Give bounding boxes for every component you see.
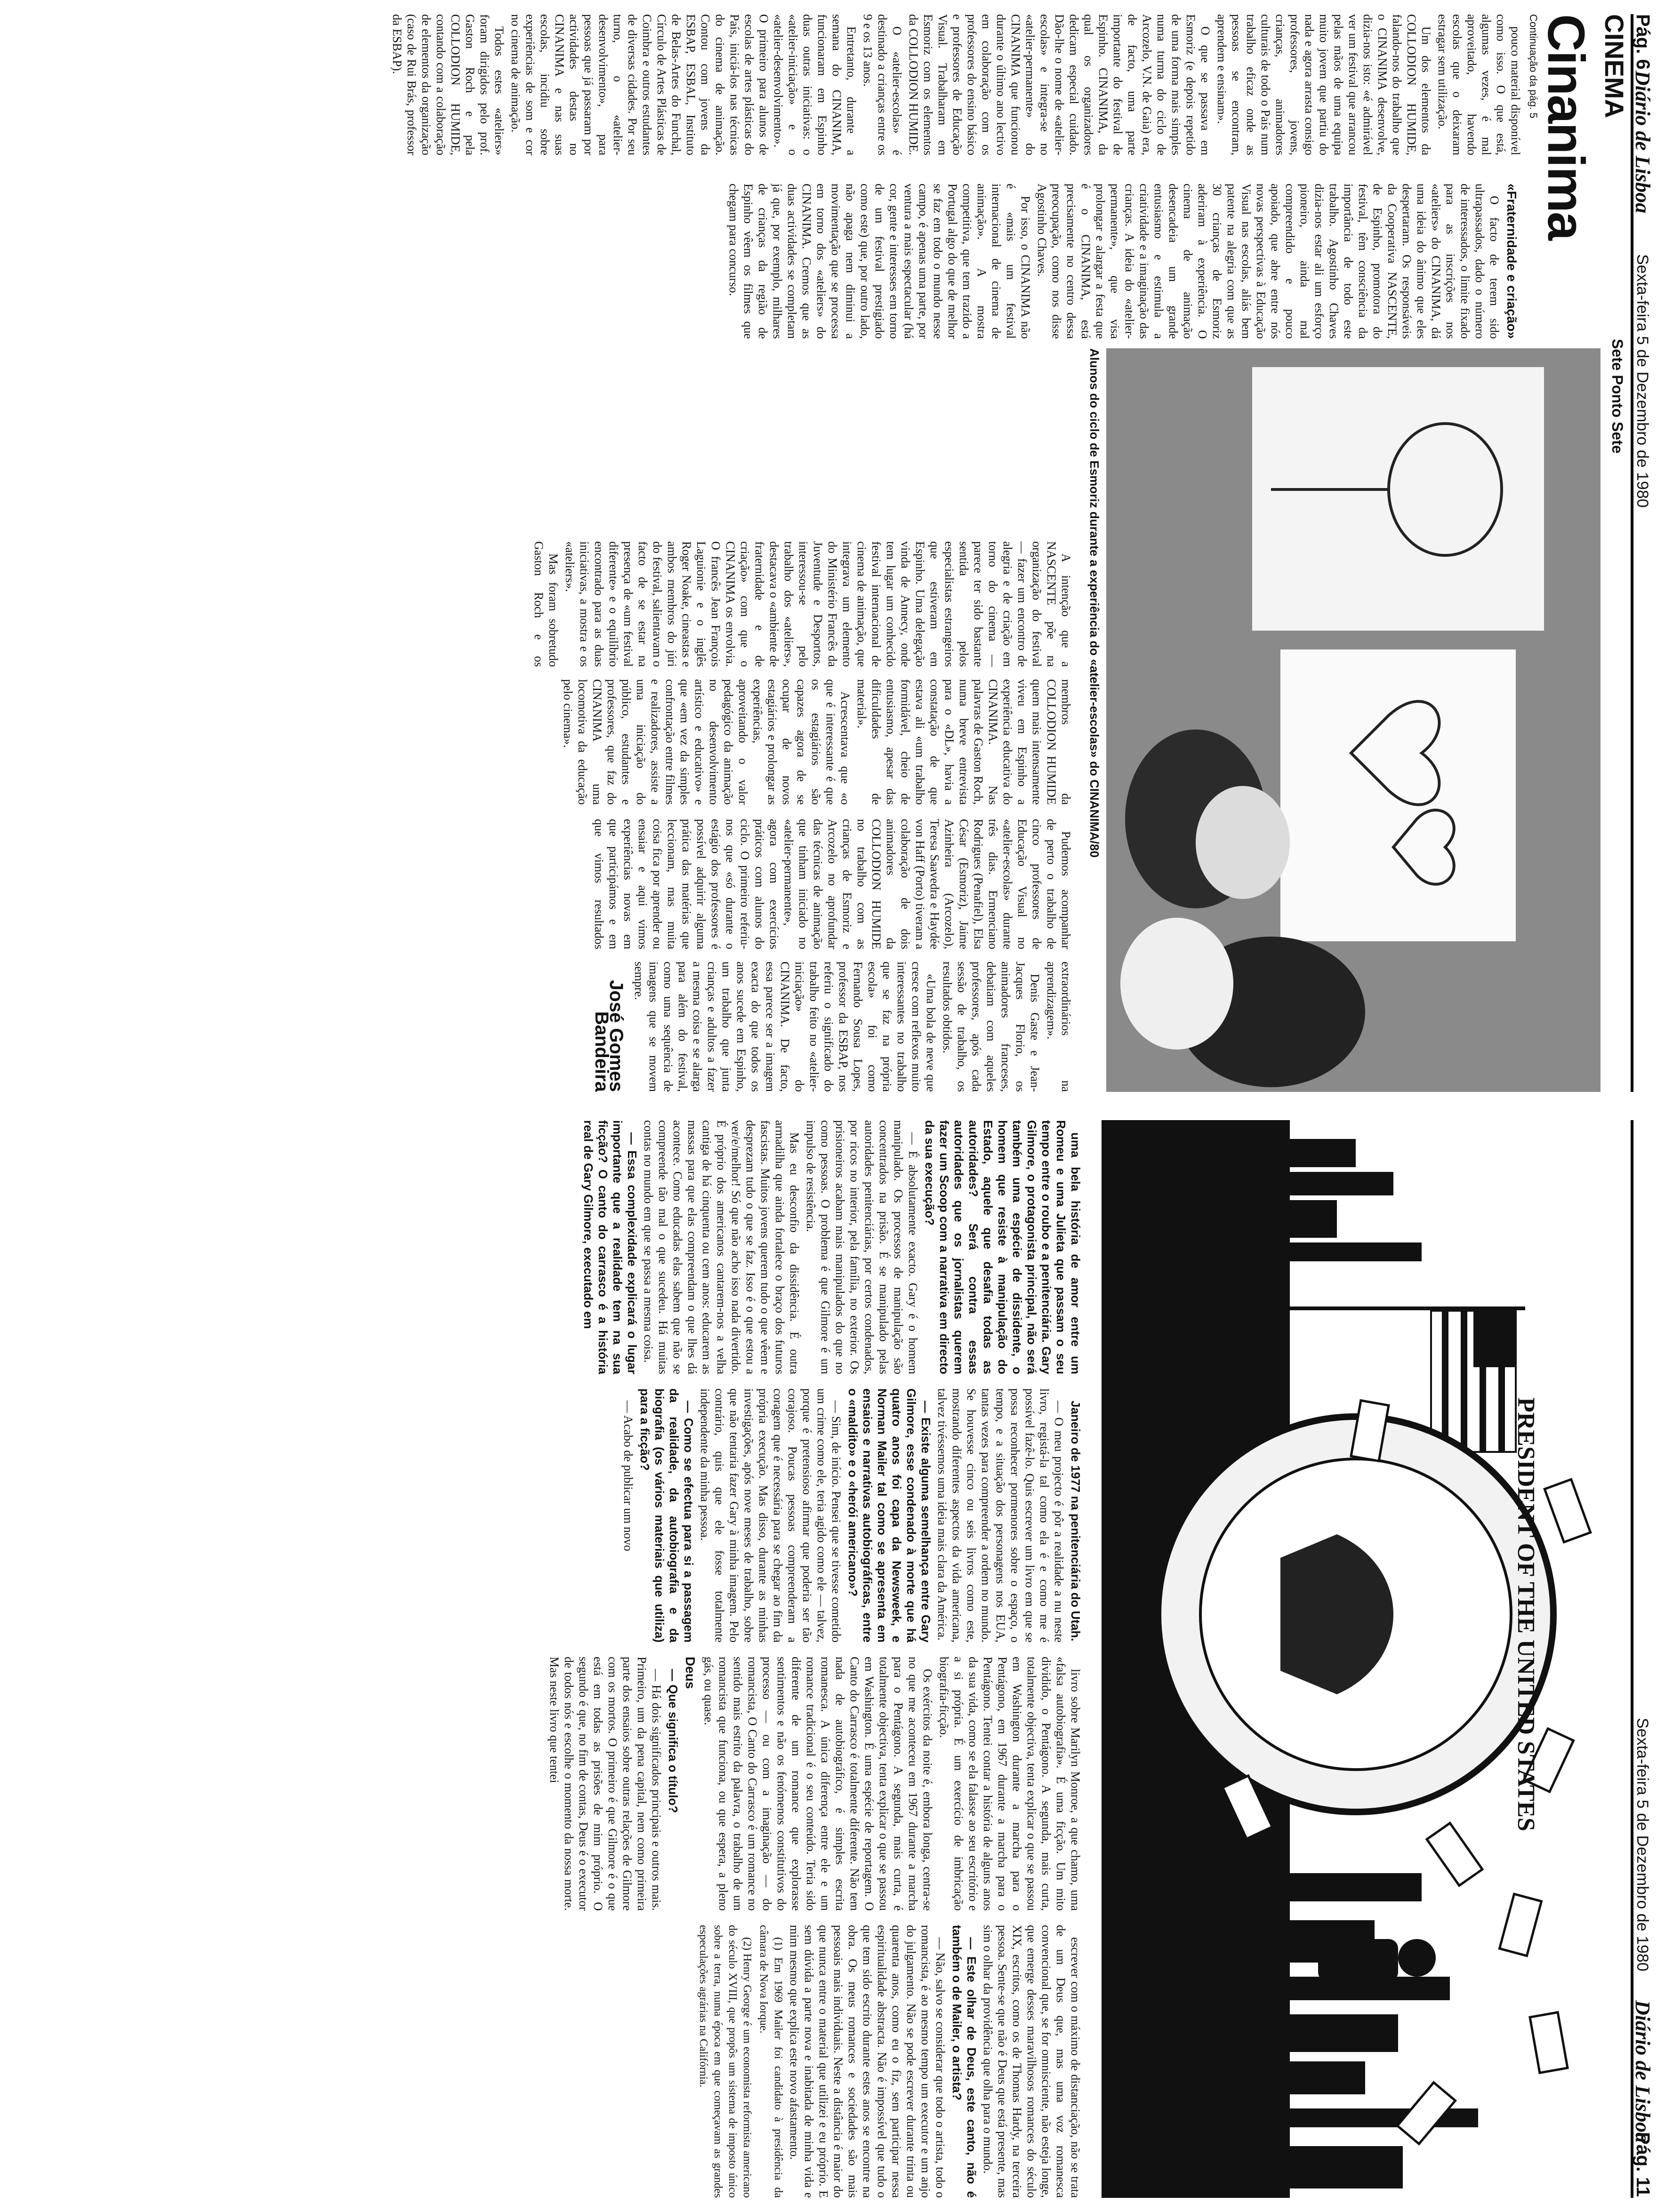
seal-text: PRESIDENT OF THE UNITED STATES [1512, 1397, 1539, 1831]
photo-children-animation [1106, 348, 1601, 1092]
illustration-president-seal [1102, 1120, 1619, 2198]
photo-image [1106, 348, 1601, 1092]
footnotes: (1) Em 1969 Mailer foi candidato à presidência da câmara de Nova Iorque. (2) Henry George é um economista reformista americano do século XVIII, que propôs um sistema de imposto único sobre a terra, numa época em que começavam as grandes especulações agrárias na Califórnia. [697, 1925, 784, 2198]
interview-column-2: Janeiro de 1977 na penitenciária do Utah. — O meu projecto é pôr a realidade a nu neste livro, registá-la tal como ela é e como me é possível fazê-lo. Quis escrever um livro em que se possa reconhecer pormenores sobre o espaço, o tempo, e a situação dos personagens nos EUA, tantas vezes para compreender a ordem no mundo. Se houvesse cinco ou seis livros como este, mostrando diferentes aspectos da vida americana, talvez tivéssemos uma ideia mais clara da América. — Existe alguma semelhança entre Gary Gilmore, esse condenado à morte que há quatro anos foi capa da Newsweek, e Norman Mailer tal como se apresenta em ensaios e narrativas autobiográficas, entre o «maldito» e o «herói americano»? — Sim, de início. Pensei que se tivesse cometido um crime como ele, teria agido como ele — talvez, porque é pretensioso afirmar que poderia ser tão corajoso. Poucas pessoas compreenderam a coragem que é necessária para se chegar ao fim da própria execução. Mas disso, durante as minhas investigações, após nove meses de trabalho, sobre que não tentaria fazer Gary à minha imagem. Pelo contrário, quis que ele fosse totalmente independente da minha pessoa. — Como se efectua para si a passagem da realidade, da autobiografia e da biografia (os vários materiais que utiliza) para a ficção? — Acabo de publicar um novo [621, 1388, 1083, 1643]
subheading: Deus [683, 1657, 698, 1689]
article-column-2: «Fraternidade e criação» O facto de terem sido ultrapassados, dado o número de interessados, o limite fixado para as inscrições nos «ateliers» do CINANIMA, dá uma ideia do ânimo que eles despertaram. Os responsáveis da Cooperativa NASCENTE, de Espinho, promotora do festival, têm consciência da importância de todo este trabalho. Agostinho Chaves dizia-nos estar ali um esforço pioneiro, ainda mal compreendido e pouco apoiado, que abre entre nós novas perspectivas à Educação Visual nas escolas, aliás bem patente na alegria com que as 30 crianças de Esmoriz aderiram à experiência. O cinema de animação desencadeia um grande entusiasmo e estimula a criatividade e a imaginação das crianças. A ideia do «atelier-permanente», que visa prolongar e alargar a festa que é o CINANIMA, está precisamente no centro dessa preocupação, como nos disse Agostinho Chaves. Por isso, o CINANIMA não é «mais um festival internacional de cinema de animação». A mostra competitiva, que tem trazido a Portugal algo do que de melhor se faz em todo o mundo nesse campo, é apenas uma parte, por ventura a mais espectacular (há cor, gente e interesses em torno de um festival prestigiado como este) que, por outro lado, não apaga nem diminui a movimentação que se processa em torno dos «ateliers» do CINANIMA. Cremos que as duas actividades se completam já que, por exemplo, milhares de crianças da região de Espinho vêem os filmes que chegam para concurso. [727, 184, 1519, 339]
interview-column-1: uma bela história de amor entre um Romeu e uma Julieta que passam o seu tempo entre o roubo e a penitenciária. Gary Gilmore, o protagonista principal, não será também uma espécie de dissidente, o homem que resiste à manipulação do Estado, aquele que desafia todas as autoridades? Será contra essas autoridades que os jornalistas querem fazer um Scoop com a narrativa em directo da sua execução? — É absolutamente exacto. Gary é o homem manipulado. Os processos de manipulação são concentrados na prisão. É se manipulado pelas autoridades penitenciárias, por certos condenados, por ricos no interior, pela família, no exterior. Os prisioneiros acabam mais manipulados do que no como pessoas. O problema é que Gilmore é um impulso de resistência. Mas eu desconfio da dissidência. É outra armadilha que ainda fortalece o braço dos futuros fascistas. Muitos jovens querem tudo o que vêem e desprezam tudo o que se faz. Isso é o que estou a ver/e/melhor! Só que não acho isso nada divertido. É próprio dos americanos cantarem-nos a velha cantiga de há cinquenta ou cem anos: educarem as massas para que elas compreendam o que lhes dá acontece. Como educadas elas sabem que não se compreende tão mal o que sucedeu. Há muitas contas no mundo em que se passa a mesma coisa. — Essa complexidade explicará o lugar importante que a realidade tem na sua ficção? O canto do carrasco é a história real de Gary Gilmore, executado em [581, 1120, 1083, 1374]
byline: José Gomes Bandeira [591, 980, 627, 1092]
headline: Cinanima [1537, 14, 1595, 240]
illustration-image [1102, 1120, 1619, 2198]
page-number: Pág. 11 [1633, 2132, 1653, 2197]
masthead: Diário de Lisboa [1631, 71, 1654, 214]
article-column-1: pouco material disponível como isso. O que está, algumas vezes, é mal aproveitado, havendo escolas que o deixaram estragar sem utilização. Um dos elementos da COLLODION HUMIDE, falando-nos do trabalho que o CINANIMA desenvolve, dizia-nos isto: «é admirável ver um festival que arrancou pelas mãos de uma equipa muito jovem que partiu do nada e agora arrasta consigo professores, jovens, crianças, animadores culturais de todo o País num trabalho eficaz onde as pessoas se encontram, aprendem e ensinam». O que se passava em Esmoriz (e depois repetido de uma forma mais simples numa turma do ciclo de Arcozelo, V.N. de Gaia) era, de facto, uma parte importante do festival de Espinho. CINANIMA, da qual os organizadores dedicam especial cuidado. Dão-lhe o nome de «atelier-escolas» e integra-se no «atelier-permanente» do CINANIMA que funcionou durante o último ano lectivo em colaboração com os professores do ensino básico e professores de Educação Visual. Trabalharam em Esmoriz com os elementos da COLLODION HUMIDE. O «atelier-escolas» é destinado a crianças entre os 9 e os 13 anos. Entretanto, durante a semana do CINANIMA, funcionaram em Espinho duas outras iniciativas: o «atelier-iniciação» e o «atelier-desenvolvimento». O primeiro para alunos de escolas de artes plásticas do País, iniciá-los nas técnicas do cinema de animação. Contou com jovens da ESBAP, ESBAL, Instituto de Belas-Artes do Funchal, Círculo de Artes Plásticas de Coimbra e outros estudantes de diversas cidades. Por seu turno, o «atelier-desenvolvimento», para pessoas que já passaram por actividades destas no CINANIMA e nas suas escolas, incidiu sobre experiências de som e cor no cinema de animação. Todos estes «ateliers» foram dirigidos pelo prof. Gaston Roch e pela COLLODION HUMIDE, contando com a colaboração de elementos da organização (caso de Rui Brás, professor da ESBAP). [390, 14, 1522, 155]
masthead: Diário de Lisboa [1631, 2000, 1654, 2143]
page-11 [0, 1106, 1657, 2212]
section-title: CINEMA [1600, 14, 1629, 118]
dateline: Sexta-feira 5 de Dezembro de 1980 [1633, 254, 1651, 508]
subheading: «Fraternidade e criação» [1504, 184, 1519, 339]
subsection-title: Sete Ponto Sete [1609, 339, 1626, 454]
dateline: Sexta-feira 5 de Dezembro de 1980 [1633, 1718, 1651, 1972]
top-rule [1631, 14, 1633, 1092]
article-column-3: A intenção que a NASCENTE põe na organização do festival — fazer um encontro de alegria e de criação em torno do cinema — parece ter sido bastante sentida pelos especialistas estrangeiros que estiveram em Espinho. Uma delegação vinda de Annecy, onde tem lugar um conhecido festival internacional de cinema de animação, que integrava um elemento do Ministério Francês da Juventude e Desportos, interessou-se pelo trabalho dos «ateliers», destacava o «ambiente de fraternidade e de criação» com que o CINANIMA os envolvia. O francês Jean François Laguionie e o inglês Roger Noake, cineastas e ambos membros do júri do festival, salientavam o facto de se estar na presença de «um festival diferente» e o equilíbrio encontrado para as duas iniciativas, a mostra e os «ateliers». Mas foram sobretudo Gaston Roch e os membros da COLLODION HUMIDE quem mais intensamente viveu em Espinho a experiência educativa do CINANIMA. Nas palavras de Gaston Roch, numa breve entrevista para o «DL», havia a constatação de que estava ali «um trabalho formidável, cheio de entusiasmo, apesar das dificuldades de material». Acrescentava que «o que é interessante é que os estagiários são capazes agora de se ocupar de novos estagiários e prolongar as experiências, aproveitando o valor pedagógico da animação no desenvolvimento artístico e educativo» e que «em vez da simples confrontação entre filmes e realizadores, assiste a uma iniciação do público, estudantes e professores, que faz do CINANIMA uma locomotiva da educação pelo cinema». [532, 541, 1073, 805]
interview-column-3: livro sobre Marilyn Monroe, a que chamo, uma «falsa autobiografia». É uma ficção. Um mito dividido, o Pentágono. A segunda, mais curta, totalmente objectiva, tenta explicar o que se passou em Washington durante a marcha para o Pentágono, em 1967 durante a marcha para o Pentágono. Tentei contar a história de alguns anos da sua vida, como se ela falasse ao seu escritório e a si própria. É um exercício de imbricação biografia-ficção. Os exércitos da noite é, embora longa, centra-se no que me aconteceu em 1967 durante a marcha para o Pentágono. A segunda, mais curta, é totalmente objectiva, tenta explicar o que se passou em Washington. É uma espécie de reportagem. O Canto do Carrasco é totalmente diferente. Não tem nada de autobiográfico, é simples escrita romanesca. A única diferença entre ele e um romance tradicional é o seu conteúdo. Teria sido diferente de um romance que explorasse sentimentos e não os fenómenos constitutivos do processo — ou com a imaginação — do romancista, O Canto do Carrasco é um romance no sentido mais estrito da palavra, o trabalho de um romancista que funciona, ou que espera, a pleno gás, ou quase. Deus — Que significa o título? — Há dois significados principais e outros mais. Primeiro, um da pena capital, nem como primeira parte dos ensaios sobre outras relações de Gilmore com os mortos. O primeiro é que Gilmore é o que está em todas as prisões de mim próprio. O segundo é que, no fim de contas, Deus é o executor de todos nós e escolhe o momento da nossa morte. Mas neste livro que tentei [547, 1657, 1082, 1911]
interview-column-4: escrever com o máximo de distanciação, não se trata de um Deus que, mas uma voz romanesca convencional que, se for omnisciente, não esteja longe, que emerge desses maravilhosos romances do século XIX, escritos, como os de Thomas Hardy, na terceira pessoa. Sente-se que não é Deus que está presente, mas sim o olhar da providência que olha para o mundo. — Este olhar de Deus, este canto, não é também o de Mailer, o artista? — Não, salvo se considerar que todo o artista, todo o romancista, é ao mesmo tempo um executor e um anjo do julgamento. Não se pode escrever durante trinta ou quarenta anos, como eu o fiz, sem participar nessa espiritualidade abstracta. Não é impossível que tudo o que tem sido escrito durante estes anos se encontre na obra. Os meus romances e sociedades são mais pessoais mais individuais. Neste a distância é maior do que nunca entre o material que utilizei e eu próprio. E sem dúvida a parte nova e inabitada de minha vida e mim mesmo que explica este novo afastamento. (1) Em 1969 Mailer foi candidato à presidência da câmara de Nova Iorque. (2) Henry George é um economista reformista americano do século XVIII, que propôs um sistema de imposto único sobre a terra, numa época em que começavam as grandes especulações agrárias na Califórnia. [14, 1925, 1083, 2198]
page-number: Pág. 6 [1633, 14, 1653, 70]
continuation-note: Continuação da pág. 5 [1528, 14, 1539, 119]
article-column-4: Pudemos acompanhar de perto o trabalho de cinco professores de Educação Visual no «atelier-escolas» durante três dias. Ermenciano Rodrigues (Penafiel), Elsa César (Esmoriz), Jaime Azinheira (Arcozelo), Teresa Saavedra e Haydée von Haff (Porto) tiveram a colaboração de dois animadores da COLLODION HUMIDE no trabalho com as crianças de Esmoriz e Arcozelo no aprofundar das técnicas de animação que tinham iniciado no «atelier-permanente», agora com exercícios práticos com alunos do ciclo. O primeiro referiu-nos que «só durante o estágio dos professores é possível adquirir alguma prática das matérias que leccionam, mas muita coisa fica por aprender ou ensaiar e aqui vimos experiências novas em que participámos e em que vimos resultados extraordinários na aprendizagem». Denis Gaste e Jean-Jacques Florio, os animadores franceses, debatiam com aqueles professores, após cada sessão de trabalho, os resultados obtidos. «Uma bola de neve que cresce com reflexos muito interessantes no trabalho que se faz na própria escola» foi como Fernando Sousa Lopes, professor da ESBAP, nos referiu o significado do trabalho feito no «atelier-iniciação» do CINANIMA. De facto, essa parece ser a imagem exacta do que todos os anos sucede em Espinho, um trabalho que junta crianças e adultos a fazer a mesma coisa e se alarga para além do festival, como uma sequência de imagens que se movem sempre. José Gomes Bandeira [591, 819, 1073, 1092]
photo-caption: Alunos do ciclo de Esmoriz durante a experiência do «atelier-escolas» do CINANIMA/80 [1087, 348, 1102, 858]
